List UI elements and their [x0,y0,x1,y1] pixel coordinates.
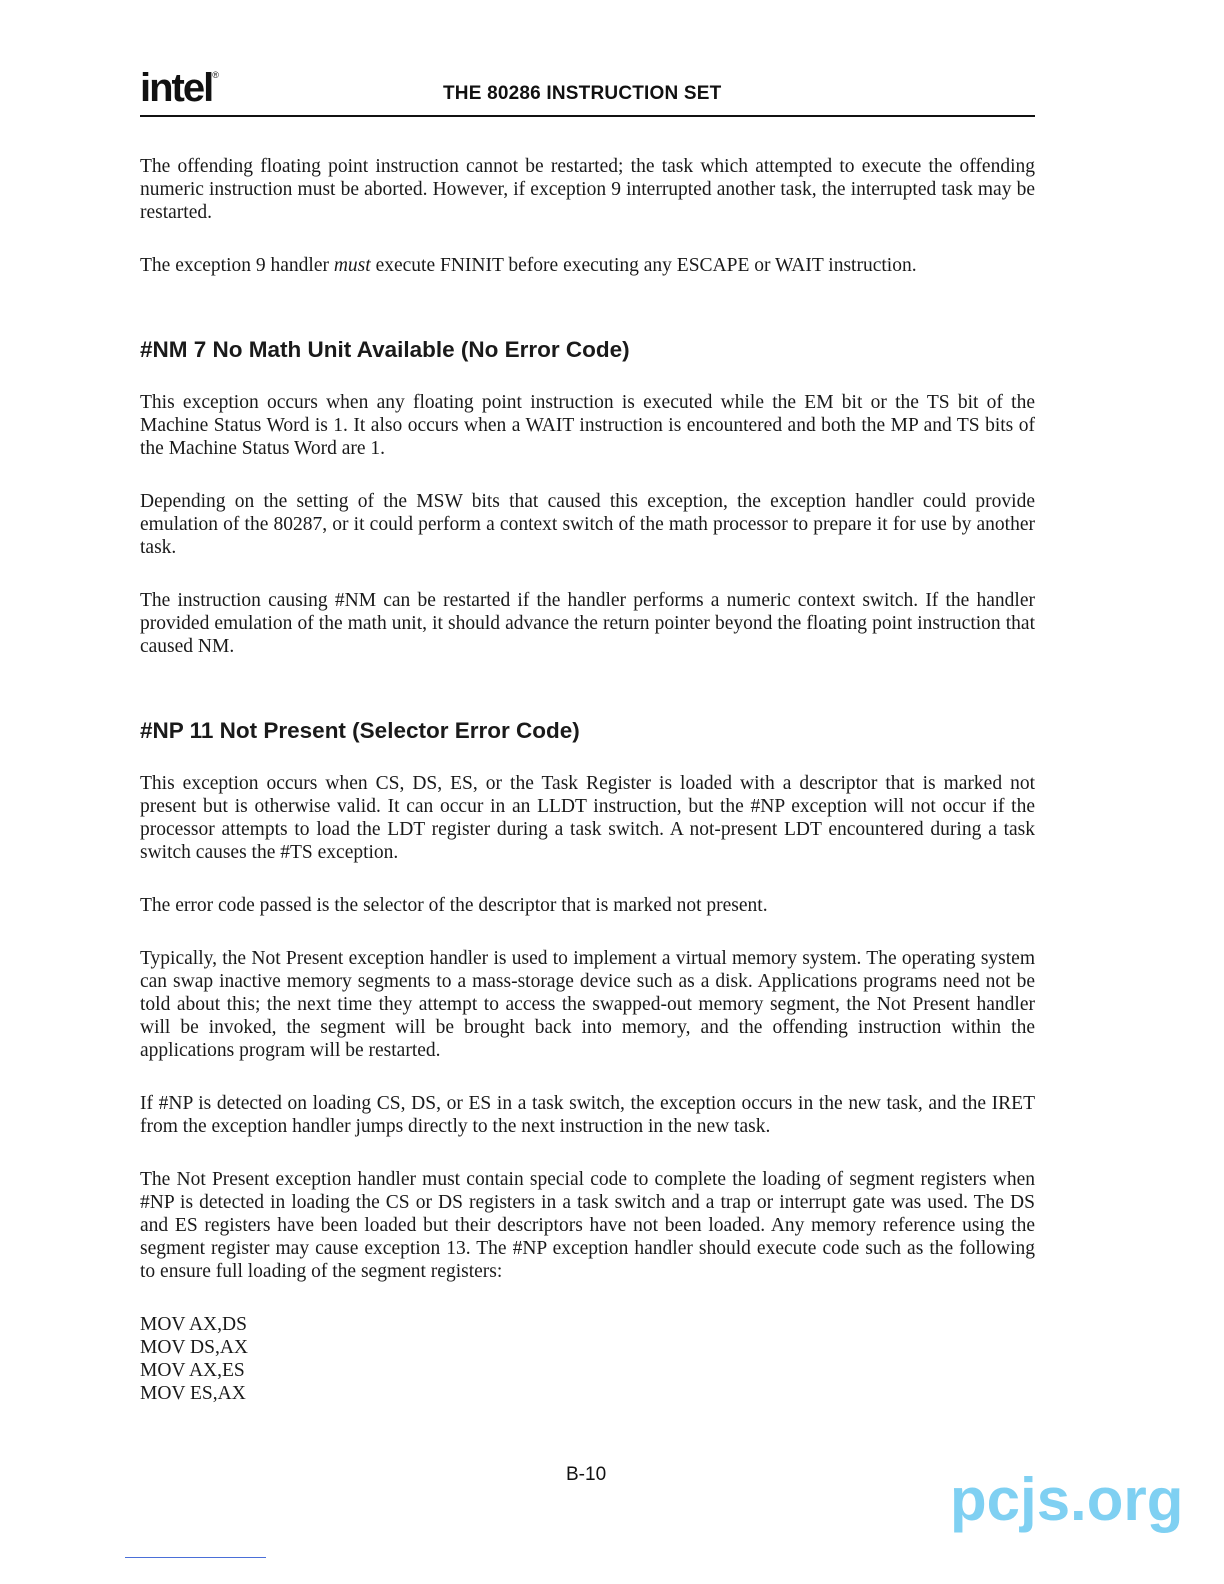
header-rule [140,115,1035,117]
page-number: B-10 [566,1464,607,1485]
fninit-text-before: The exception 9 handler [140,255,334,276]
paragraph-np-task-switch: If #NP is detected on loading CS, DS, or ES in a task switch, the exception occurs in the new task, and the IRET from the exception handler jumps directly to the next instruction in the new task. [140,1093,1035,1137]
paragraph-np-error-code: The error code passed is the selector of the descriptor that is marked not present. [140,895,768,916]
registered-mark: ® [212,70,219,80]
fninit-text-after: execute FNINIT before executing any ESCAPE or WAIT instruction. [370,255,917,276]
paragraph-nm-occurs: This exception occurs when any floating point instruction is executed while the EM bit or the TS bit of the Machine Status Word is 1. It also occurs when a WAIT instruction is encountered and both the MP and TS bits of the Machine Status Word are 1. [140,392,1035,459]
intel-logo [140,66,219,111]
pcjs-watermark: pcjs.org [950,1466,1184,1533]
paragraph-restart-note: The offending floating point instruction cannot be restarted; the task which attempted to execute the offending numeric instruction must be aborted. However, if exception 9 interrupted another task, the interrupted task may be restarted. [140,156,1035,223]
logo-text: intel [140,66,213,110]
section-heading-nm: #NM 7 No Math Unit Available (No Error Code) [140,337,630,362]
code-listing [140,1313,1035,1405]
paragraph-np-occurs: This exception occurs when CS, DS, ES, or the Task Register is loaded with a descriptor that is marked not present but is otherwise valid. It can occur in an LLDT instruction, but the #NP exception will not occur if the processor attempts to load the LDT register during a task switch. A not-present LDT encountered during a task switch causes the #TS exception. [140,773,1035,863]
code-line: MOV AX,ES [140,1360,245,1381]
code-line: MOV AX,DS [140,1314,247,1335]
paragraph-np-special-code: The Not Present exception handler must contain special code to complete the loading of segment registers when #NP is detected in loading the CS or DS registers in a task switch and a trap or interrupt gate was used. The DS and ES registers have been loaded but their descriptors have not been loaded. Any memory reference using the segment register may cause exception 13. The #NP exception handler should execute code such as the following to ensure full loading of the segment registers: [140,1169,1035,1282]
bottom-rule [125,1557,266,1558]
paragraph-fninit-note [140,254,1035,277]
paragraph-nm-handler: Depending on the setting of the MSW bits that caused this exception, the exception handler could provide emulation of the 80287, or it could perform a context switch of the math processor to prepare it for use by another task. [140,491,1035,558]
code-line: MOV DS,AX [140,1337,248,1358]
emphasis-must: must [333,255,371,276]
document-body [140,155,1035,1405]
page-header-title: THE 80286 INSTRUCTION SET [443,83,722,104]
paragraph-nm-restart: The instruction causing #NM can be restarted if the handler performs a numeric context switch. If the handler provided emulation of the math unit, it should advance the return pointer beyond the floating point instruction that caused NM. [140,590,1035,657]
paragraph-np-virtual-memory: Typically, the Not Present exception handler is used to implement a virtual memory system. The operating system can swap inactive memory segments to a mass-storage device such as a disk. Applications programs need not be told about this; the next time they attempt to access the swapped-out memory segment, the Not Present handler will be invoked, the segment will be brought back into memory, and the offending instruction within the applications program will be restarted. [140,948,1035,1061]
code-line: MOV ES,AX [140,1383,246,1404]
section-heading-np: #NP 11 Not Present (Selector Error Code) [140,718,580,743]
